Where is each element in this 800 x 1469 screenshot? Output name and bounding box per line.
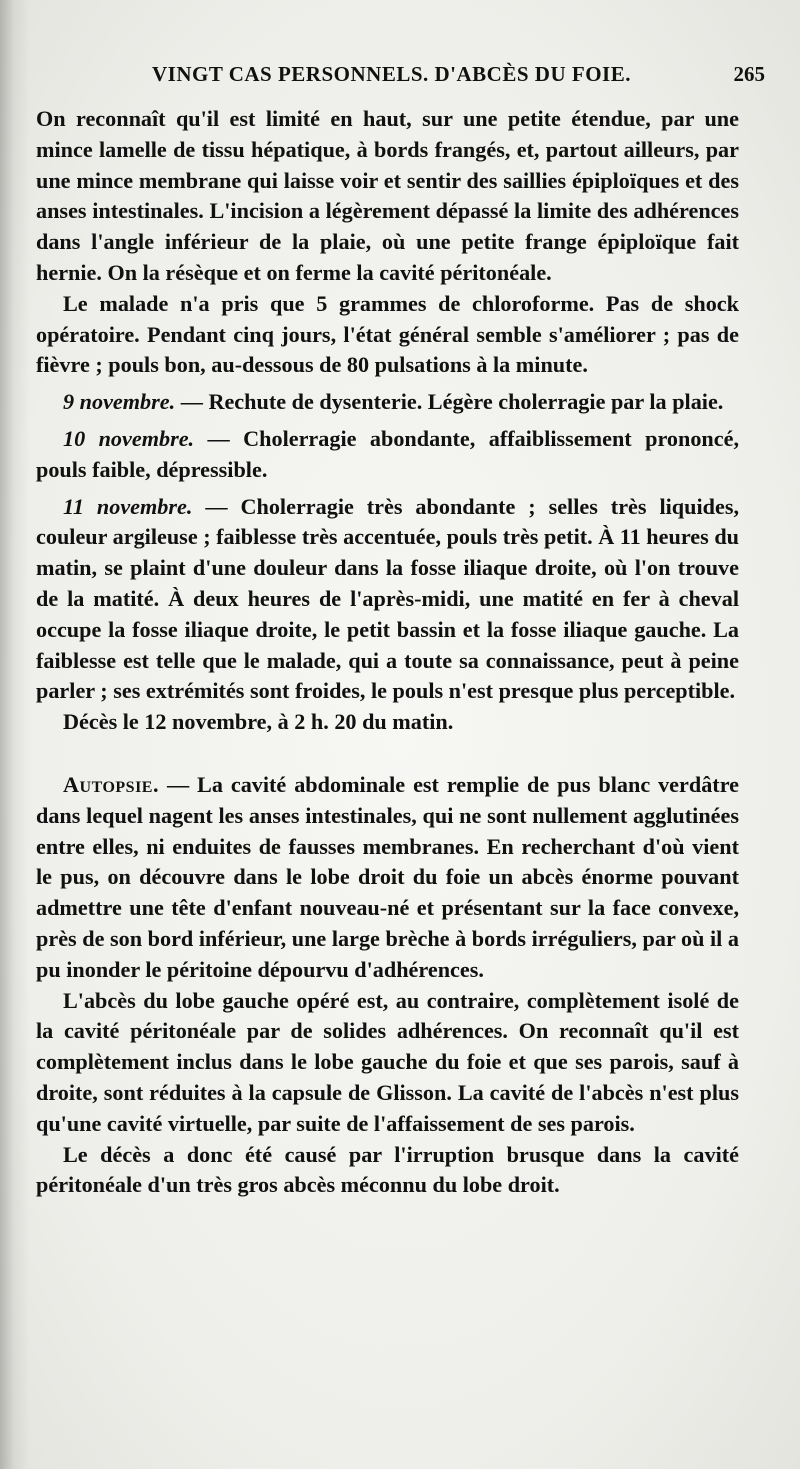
running-head (36, 58, 765, 92)
paragraph-death: Décès le 12 novembre, à 2 h. 20 du matin. (63, 709, 454, 735)
running-title: VINGT CAS PERSONNELS. D'ABCÈS DU FOIE. (152, 62, 631, 86)
paragraph-conclusion: Le décès a donc été causé par l'irruption brusque dans la cavité péritonéale d'un très gros abcès méconnu du lobe droit. (36, 1141, 739, 1198)
date-nov-9: 9 novembre. (63, 389, 176, 415)
paragraph-nov-11 (36, 492, 739, 708)
paragraph-incision: On reconnaît qu'il est limité en haut, sur une petite étendue, par une mince lamelle de tissu hépatique, à bords frangés, et, partout ailleurs, par une mince membrane qui laisse voir et sentir des saillies épiploïques et des anses intestinales. L'incision a légèrement dépassé la limite des adhérences dans l'angle inférieur de la plaie, où une petite frange épiploïque fait hernie. On la résèque et on ferme la cavité péritonéale. (36, 106, 739, 285)
paragraph-nov-10 (36, 424, 739, 486)
entry-nov-9: — Rechute de dysenterie. Légère cholerragie par la plaie. (175, 389, 724, 415)
date-nov-10: 10 novembre. (63, 425, 195, 451)
autopsy-text: — La cavité abdominale est remplie de pus blanc verdâtre dans lequel nagent les anses intestinales, qui ne sont nullement agglutinées entre elles, ni enduites de fausses membranes. En recherchant d'où vient le pus, on découvre dans le lobe droit du foie un abcès énorme pouvant admettre une tête d'enfant nouveau-né et présentant sur la face convexe, près de son bord inférieur, une large brèche à bords irréguliers, par où il a pu inonder le péritoine dépourvu d'adhérences. (36, 771, 739, 982)
paragraph-postop: Le malade n'a pris que 5 grammes de chloroforme. Pas de shock opératoire. Pendant cinq jours, l'état général semble s'améliorer ; pas de fièvre ; pouls bon, au-dessous de 80 pulsations à la minute. (36, 290, 739, 378)
paragraph-nov-9 (36, 387, 739, 418)
paragraph-autopsy (36, 770, 739, 986)
autopsy-label: Autopsie. (63, 771, 160, 797)
page-number: 265 (733, 62, 765, 86)
body-text (36, 104, 739, 1201)
date-nov-11: 11 novembre. (63, 493, 193, 519)
entry-nov-11: — Cholerragie très abondante ; selles très liquides, couleur argileuse ; faiblesse très accentuée, pouls très petit. À 11 heures du matin, se plaint d'une douleur dans la fosse iliaque droite, où l'on trouve de la matité. À deux heures de l'après-midi, une matité en fer à cheval occupe la fosse iliaque droite, le petit bassin et la fosse iliaque gauche. La faiblesse est telle que le malade, qui a toute sa connaissance, peut à peine parler ; ses extrémités sont froides, le pouls n'est presque plus perceptible. (36, 493, 739, 704)
paragraph-left-lobe: L'abcès du lobe gauche opéré est, au contraire, complètement isolé de la cavité péritonéale par de solides adhérences. On reconnaît qu'il est complètement inclus dans le lobe gauche du foie et que ses parois, sauf à droite, sont réduites à la capsule de Glisson. La cavité de l'abcès n'est plus qu'une cavité virtuelle, par suite de l'affaissement de ses parois. (36, 987, 739, 1136)
entry-nov-10: — Cholerragie abondante, affaiblissement prononcé, pouls faible, dépressible. (36, 425, 739, 482)
